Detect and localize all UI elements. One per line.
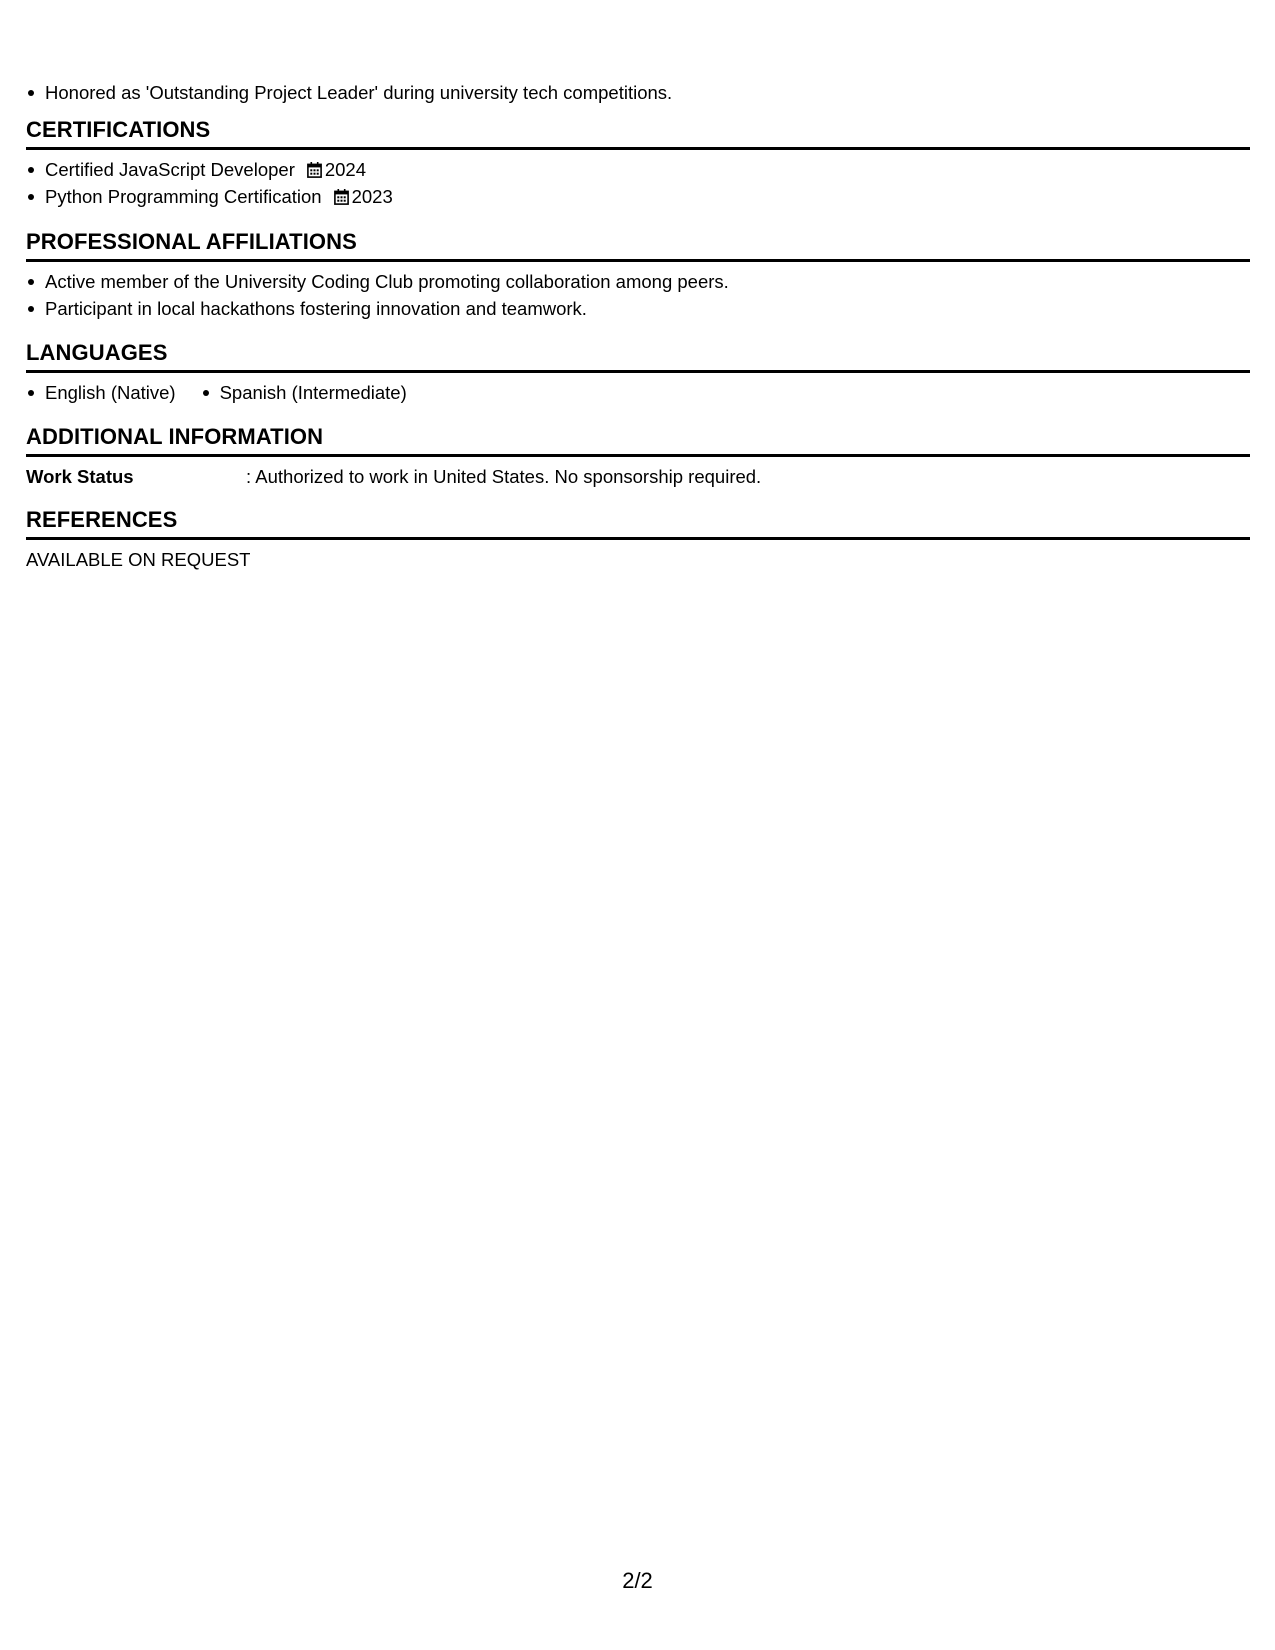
list-item xyxy=(26,183,1250,210)
awards-list xyxy=(26,79,672,106)
calendar-icon xyxy=(307,162,322,178)
certification-year: 2023 xyxy=(351,186,393,207)
section-heading: REFERENCES xyxy=(26,506,1250,540)
list-item xyxy=(26,156,1250,183)
calendar-icon xyxy=(334,189,349,205)
certifications-section xyxy=(26,116,1250,210)
affiliations-section xyxy=(26,228,1250,322)
list-item: Active member of the University Coding Club promoting collaboration among peers. xyxy=(26,268,1250,295)
certification-year: 2024 xyxy=(324,159,367,180)
languages-list xyxy=(26,379,1250,406)
list-item: English (Native) xyxy=(26,379,176,406)
section-heading: LANGUAGES xyxy=(26,339,1250,373)
list-item: Honored as 'Outstanding Project Leader' during university tech competitions. xyxy=(26,79,672,106)
certification-name: Certified JavaScript Developer xyxy=(45,159,295,180)
section-heading: PROFESSIONAL AFFILIATIONS xyxy=(26,228,1250,262)
work-status-label: Work Status xyxy=(26,466,134,487)
section-heading: CERTIFICATIONS xyxy=(26,116,1250,150)
affiliations-list xyxy=(26,268,1250,322)
references-text: AVAILABLE ON REQUEST xyxy=(26,549,251,570)
languages-section xyxy=(26,339,1250,406)
page-number: 2/2 xyxy=(622,1568,653,1593)
list-item: Spanish (Intermediate) xyxy=(201,379,407,406)
additional-information-section xyxy=(26,423,1250,490)
section-heading: ADDITIONAL INFORMATION xyxy=(26,423,1250,457)
work-status-row xyxy=(26,463,1250,490)
work-status-value: : Authorized to work in United States. No sponsorship required. xyxy=(246,466,762,487)
references-section xyxy=(26,506,1250,573)
list-item: Participant in local hackathons fostering innovation and teamwork. xyxy=(26,295,1250,322)
certifications-list xyxy=(26,156,1250,210)
certification-name: Python Programming Certification xyxy=(45,186,322,207)
